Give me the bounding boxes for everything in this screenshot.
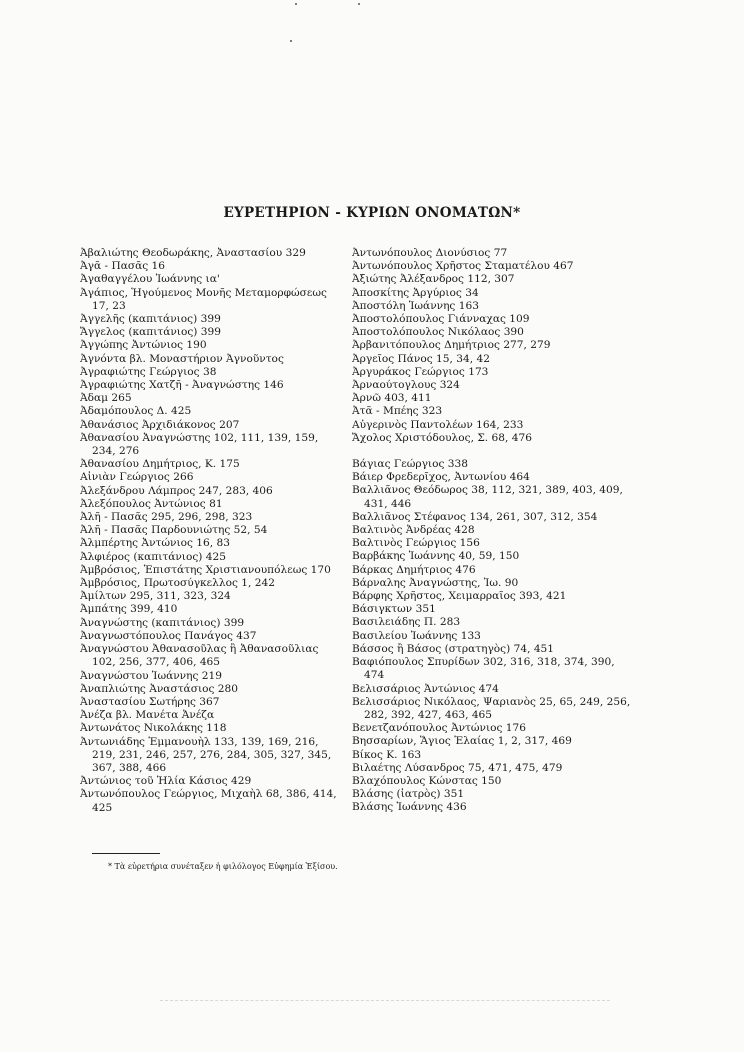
index-entry: Ἀναγνωστόπουλος Πανάγος 437	[80, 629, 257, 642]
index-entry: Ἀποσκίτης Ἀργύριος 34	[352, 286, 479, 299]
index-entry: Βελισσάριος Ἀντώνιος 474	[352, 682, 499, 695]
index-entry: Ἀντωνάτος Νικολάκης 118	[80, 722, 227, 735]
index-entry: Ἀναγνώστης (καπιτάνιος) 399	[80, 616, 245, 629]
index-entry: Ἀδαμ 265	[80, 392, 132, 405]
footnote-rule	[92, 853, 160, 854]
index-entry: Ἀργεῖος Πάνος 15, 34, 42	[352, 352, 490, 365]
index-entry: Ἀγραφιώτης Γεώργιος 38	[80, 365, 217, 378]
index-entry: Ἀντωνιάδης Ἐμμανουὴλ 133, 139, 169, 216, 219, 231, 246, 257, 276, 284, 305, 327, 345, 367, 388, 466	[80, 735, 332, 774]
index-entry: Ἀγάπιος, Ἡγούμενος Μονῆς Μεταμορφώσεως 17, 23	[80, 286, 327, 312]
index-entry: Ἀντωνόπουλος Γεώργιος, Μιχαὴλ 68, 386, 414, 425	[80, 788, 337, 814]
index-entry: Βησσαρίων, Ἅγιος Ἐλαίας 1, 2, 317, 469	[352, 735, 572, 748]
index-entry: Ἀρβανιτόπουλος Δημήτριος 277, 279	[352, 339, 551, 352]
index-entry: Βλάσης (ἰατρὸς) 351	[352, 788, 465, 801]
index-title: ΕΥΡΕΤΗΡΙΟΝ - ΚΥΡΙΩΝ ΟΝΟΜΑΤΩΝ*	[223, 205, 521, 221]
index-entry: Βάρφης Χρῆστος, Χειμαρραῖος 393, 421	[352, 590, 567, 603]
index-entry: Ἀγᾶ - Πασᾶς 16	[80, 260, 166, 273]
index-entry: Ἀντωνόπουλος Διονύσιος 77	[352, 247, 508, 259]
index-entry: Βαλλιᾶνος Στέφανος 134, 261, 307, 312, 354	[352, 510, 598, 523]
index-entry: Βλαχόπουλος Κώνστας 150	[352, 774, 502, 787]
index-entry: Ἀρνῶ 403, 411	[352, 392, 432, 405]
index-entry: Βασιλειάδης Π. 283	[352, 616, 461, 629]
index-entry: Ἀποστόλη Ἰωάννης 163	[352, 299, 479, 312]
index-entry: Ἀναπλιώτης Ἀναστάσιος 280	[80, 682, 238, 695]
index-entry: Ἀντωνόπουλος Χρῆστος Σταματέλου 467	[352, 260, 574, 273]
index-entry: Βάγιας Γεώργιος 338	[352, 458, 468, 471]
index-entry: Ἀλεξάνδρου Λάμπρος 247, 283, 406	[80, 484, 273, 497]
index-entry: Ἀλεξόπουλος Ἀντώνιος 81	[80, 497, 223, 510]
index-entry: Βάσσος ἢ Βάσος (στρατηγὸς) 74, 451	[352, 642, 555, 655]
index-entry: Ἀλμπέρτης Ἀντώνιος 16, 83	[80, 537, 230, 550]
index-column-right	[352, 247, 637, 815]
index-entry: Ἀγγελῆς (καπιτάνιος) 399	[80, 313, 221, 326]
index-entry: Ἀμίλτων 295, 311, 323, 324	[80, 590, 231, 603]
index-entry: Ἀτᾶ - Μπέης 323	[352, 405, 443, 418]
index-entry: Βασιλείου Ἰωάννης 133	[352, 629, 481, 642]
index-entry: Βελισσάριος Νικόλαος, Ψαριανὸς 25, 65, 249, 256, 282, 392, 427, 463, 465	[352, 695, 631, 721]
index-entry: Ἀμβρόσιος, Πρωτοσύγκελλος 1, 242	[80, 577, 275, 590]
index-entry: Βαρβάκης Ἰωάννης 40, 59, 150	[352, 550, 520, 563]
index-entry: Ἄγγελος (καπιτάνιος) 399	[80, 326, 221, 339]
index-entry: Βενετζανόπουλος Ἀντώνιος 176	[352, 722, 527, 735]
index-entry: Βίκος Κ. 163	[352, 748, 422, 761]
index-entry: Ἀγραφιώτης Χατζῆ - Ἀναγνώστης 146	[80, 379, 284, 392]
index-entry: Ἀποστολόπουλος Γιάνναχας 109	[352, 313, 530, 326]
scan-speck	[290, 40, 292, 42]
scan-speck	[358, 3, 360, 5]
index-entry: Ἀθανασίου Ἀναγνώστης 102, 111, 139, 159, 234, 276	[80, 431, 319, 458]
index-entry: Βαλτινὸς Ἀνδρέας 428	[352, 524, 475, 537]
index-entry: Ἄχολος Χριστόδουλος, Σ. 68, 476	[352, 431, 532, 444]
index-entry: Ἀγγώπης Ἀντώνιος 190	[80, 339, 207, 352]
index-entry: Βλάσης Ἰωάννης 436	[352, 801, 467, 814]
index-entry: Ἀμπάτης 399, 410	[80, 603, 178, 616]
index-entry: Ἀξιώτης Ἀλέξανδρος 112, 307	[352, 273, 515, 286]
index-entry: Ἀναστασίου Σωτήρης 367	[80, 695, 220, 708]
index-entry: Ἀλφιέρος (καπιτάνιος) 425	[80, 550, 226, 563]
index-entry: Ἀγνόντα βλ. Μοναστήριον Ἀγνοῦντος	[80, 352, 284, 365]
index-entry: Ἀνέζα βλ. Μανέτα Ἀνέζα	[80, 709, 215, 722]
index-entry: Ἀναγνώστου Ἰωάννης 219	[80, 669, 222, 682]
index-entry: Ἀλῆ - Πασᾶς Παρδουνιώτης 52, 54	[80, 524, 268, 537]
index-entry: Βαλτινὸς Γεώργιος 156	[352, 537, 480, 550]
index-entry: Βαλλιᾶνος Θεόδωρος 38, 112, 321, 389, 403, 409, 431, 446	[352, 484, 623, 510]
index-entry: Ἀντώνιος τοῦ Ἠλία Κάσιος 429	[80, 775, 252, 788]
index-entry: Αὐγερινὸς Παντολέων 164, 233	[352, 418, 524, 431]
index-entry: Ἀρναούτογλους 324	[352, 379, 460, 392]
index-entry: Ἀδαμόπουλος Δ. 425	[80, 405, 192, 418]
scan-edge-marks	[160, 1000, 610, 1003]
index-entry: Ἀργυράκος Γεώργιος 173	[352, 365, 489, 378]
index-entry: Βάσιγκτων 351	[352, 603, 436, 616]
index-entry: Αἰνιὰν Γεώργιος 266	[80, 471, 194, 484]
index-entry: Βιλαέτης Λύσανδρος 75, 471, 475, 479	[352, 761, 563, 774]
index-entry: Βάρκας Δημήτριος 476	[352, 563, 476, 576]
index-entry: Ἀμβρόσιος, Ἐπιστάτης Χριστιανουπόλεως 170	[80, 563, 331, 576]
index-entry: Ἀβαλιώτης Θεοδωράκης, Ἀναστασίου 329	[80, 247, 306, 259]
index-entry: Βαφιόπουλος Σπυρίδων 302, 316, 318, 374, 390, 474	[352, 656, 615, 682]
index-entry: Βάρναλης Ἀναγνώστης, Ἰω. 90	[352, 576, 519, 589]
index-entry: Ἀποστολόπουλος Νικόλαος 390	[352, 326, 524, 339]
index-entry: Ἀθανασίου Δημήτριος, Κ. 175	[80, 458, 240, 471]
index-entry: Ἀθανάσιος Ἀρχιδιάκονος 207	[80, 418, 240, 431]
index-entry: Ἀλῆ - Πασᾶς 295, 296, 298, 323	[80, 511, 253, 524]
footnote: * Τὰ εὑρετήρια συνέταξεν ἡ φιλόλογος Εὐφημία Ἐξίσου.	[108, 862, 338, 871]
index-entry: Βάιερ Φρεδερῖχος, Ἀντωνίου 464	[352, 471, 530, 484]
index-column-left	[80, 247, 342, 815]
scan-speck	[295, 3, 297, 5]
index-entry: Ἀναγνώστου Ἀθανασοῦλας ἢ Ἀθανασοῦλιας 102, 256, 377, 406, 465	[80, 643, 319, 669]
index-entry: Ἀγαθαγγέλου Ἰωάννης ια'	[80, 273, 220, 286]
